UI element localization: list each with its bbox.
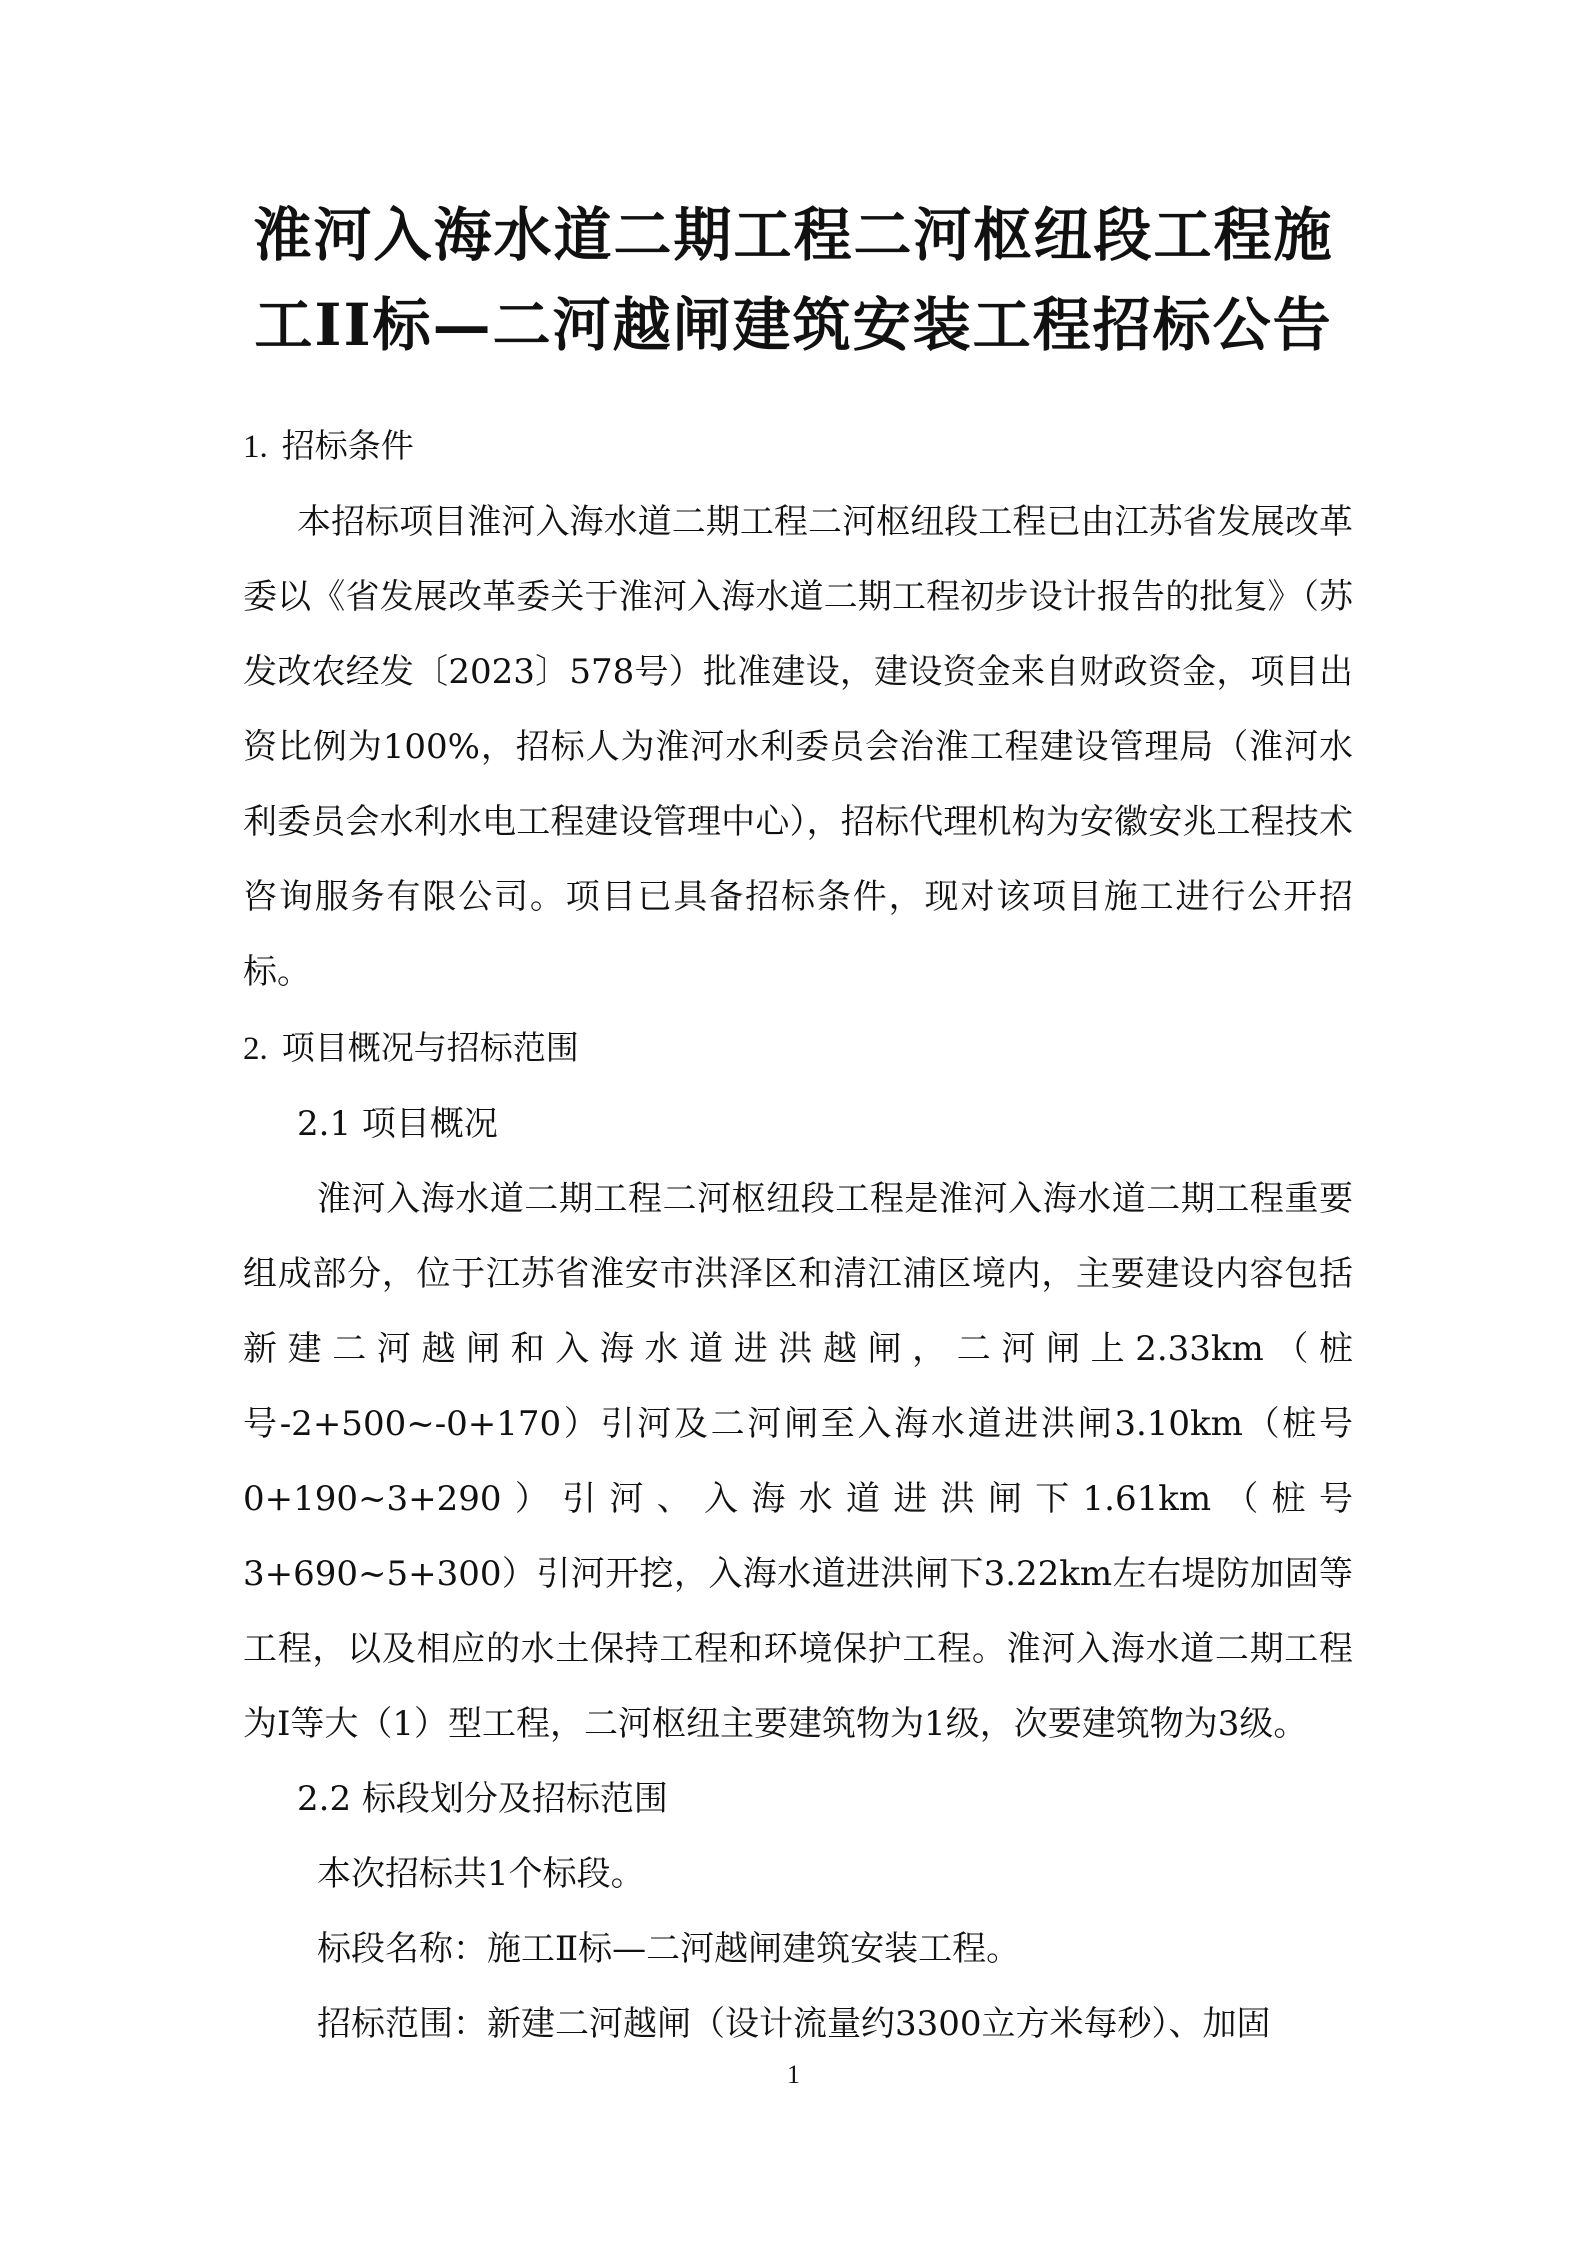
section-2-2-heading: 2.2 标段划分及招标范围 [297,1779,668,1819]
section-2-2-line-1: 本次招标共1个标段。 [317,1854,645,1894]
page-number: 1 [787,2060,800,2089]
section-2-heading: 2. 项目概况与招标范围 [243,1028,579,1067]
section-2-2-line-2: 标段名称：施工Ⅱ标—二河越闸建筑安装工程。 [317,1929,1021,1969]
section-2-1-heading: 2.1 项目概况 [297,1104,498,1144]
section-2-1-paragraph: 淮河入海水道二期工程二河枢纽段工程是淮河入海水道二期工程重要组成部分，位于江苏省淮安市洪泽区和清江浦区境内，主要建设内容包括新建二河越闸和入海水道进洪越闸，二河闸上2.33km（桩号-2+500~-0+170）引河及二河闸至入海水道进洪闸3.10km（桩号0+190~3+290）引河、入海水道进洪闸下1.61km（桩号3+690~5+300）引河开挖，入海水道进洪闸下3.22km左右堤防加固等工程，以及相应的水土保持工程和环境保护工程。淮河入海水道二期工程为I等大（1）型工程，二河枢纽主要建筑物为1级，次要建筑物为3级。 [243,1179,1353,1744]
title-line-2: 工II标—二河越闸建筑安装工程招标公告 [254,291,1333,359]
section-1-heading: 1. 招标条件 [243,426,414,465]
document-body [243,408,1353,2062]
title-line-1: 淮河入海水道二期工程二河枢纽段工程施 [253,201,1334,269]
section-2-2-line-3: 招标范围：新建二河越闸（设计流量约3300立方米每秒）、加固 [317,2004,1271,2044]
document-title [200,190,1387,370]
section-1-paragraph: 本招标项目淮河入海水道二期工程二河枢纽段工程已由江苏省发展改革委以《省发展改革委关于淮河入海水道二期工程初步设计报告的批复》（苏发改农经发〔2023〕578号）批准建设，建设资金来自财政资金，项目出资比例为100%，招标人为淮河水利委员会治淮工程建设管理局（淮河水利委员会水利水电工程建设管理中心），招标代理机构为安徽安兆工程技术咨询服务有限公司。项目已具备招标条件，现对该项目施工进行公开招标。 [243,502,1353,992]
